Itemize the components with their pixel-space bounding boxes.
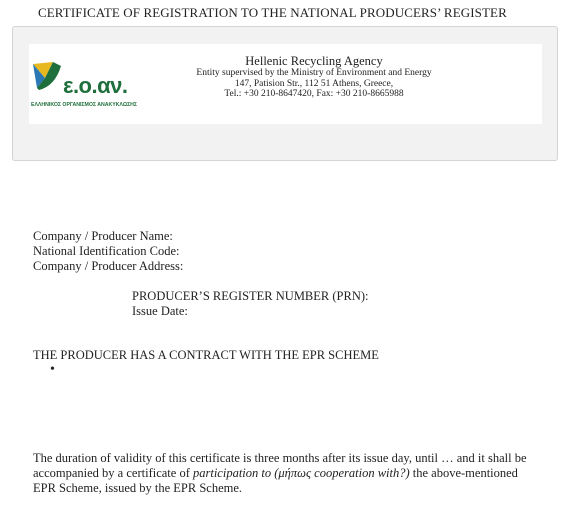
- bullet-item: •: [50, 362, 55, 377]
- issue-date-label: Issue Date:: [132, 304, 188, 318]
- company-address-label: Company / Producer Address:: [33, 259, 184, 273]
- prn-label: PRODUCER’S REGISTER NUMBER (PRN):: [132, 289, 369, 303]
- validity-text-1: The duration of validity of this certificate is three months after its issue day, until … and it shall be accompanied by a certificate of: [33, 451, 527, 480]
- letterhead: [29, 44, 542, 124]
- validity-text-italic: participation to (μήπως cooperation with?): [192, 466, 410, 480]
- certificate-title: CERTIFICATE OF REGISTRATION TO THE NATIONAL PRODUCERS’ REGISTER: [38, 5, 507, 20]
- producer-fields: [33, 229, 183, 274]
- agency-supervision: Entity supervised by the Ministry of Environment and Energy: [196, 68, 432, 78]
- company-name-label: Company / Producer Name:: [33, 229, 173, 243]
- agency-details: [149, 54, 479, 100]
- validity-text-2: the above-mentioned EPR Scheme, issued by the EPR Scheme.: [33, 466, 518, 495]
- agency-address: 147, Patision Str., 112 51 Athens, Greece,: [234, 78, 394, 89]
- agency-name: Hellenic Recycling Agency: [245, 54, 383, 68]
- logo-subtitle: ΕΛΛΗΝΙΚΟΣ ΟΡΓΑΝΙΣΜΟΣ ΑΝΑΚΥΚΛΩΣΗΣ: [31, 102, 138, 108]
- registration-block: [132, 289, 369, 319]
- letterhead-box: [12, 26, 558, 161]
- agency-logo: [31, 58, 141, 114]
- agency-contact: Tel.: +30 210-8647420, Fax: +30 210-8665988: [224, 89, 404, 99]
- national-id-label: National Identification Code:: [33, 244, 180, 258]
- validity-paragraph: [33, 451, 543, 496]
- contract-heading: THE PRODUCER HAS A CONTRACT WITH THE EPR SCHEME: [33, 348, 379, 362]
- logo-emblem-icon: [31, 60, 65, 94]
- logo-wordmark: ε.ο.αν.: [63, 73, 128, 98]
